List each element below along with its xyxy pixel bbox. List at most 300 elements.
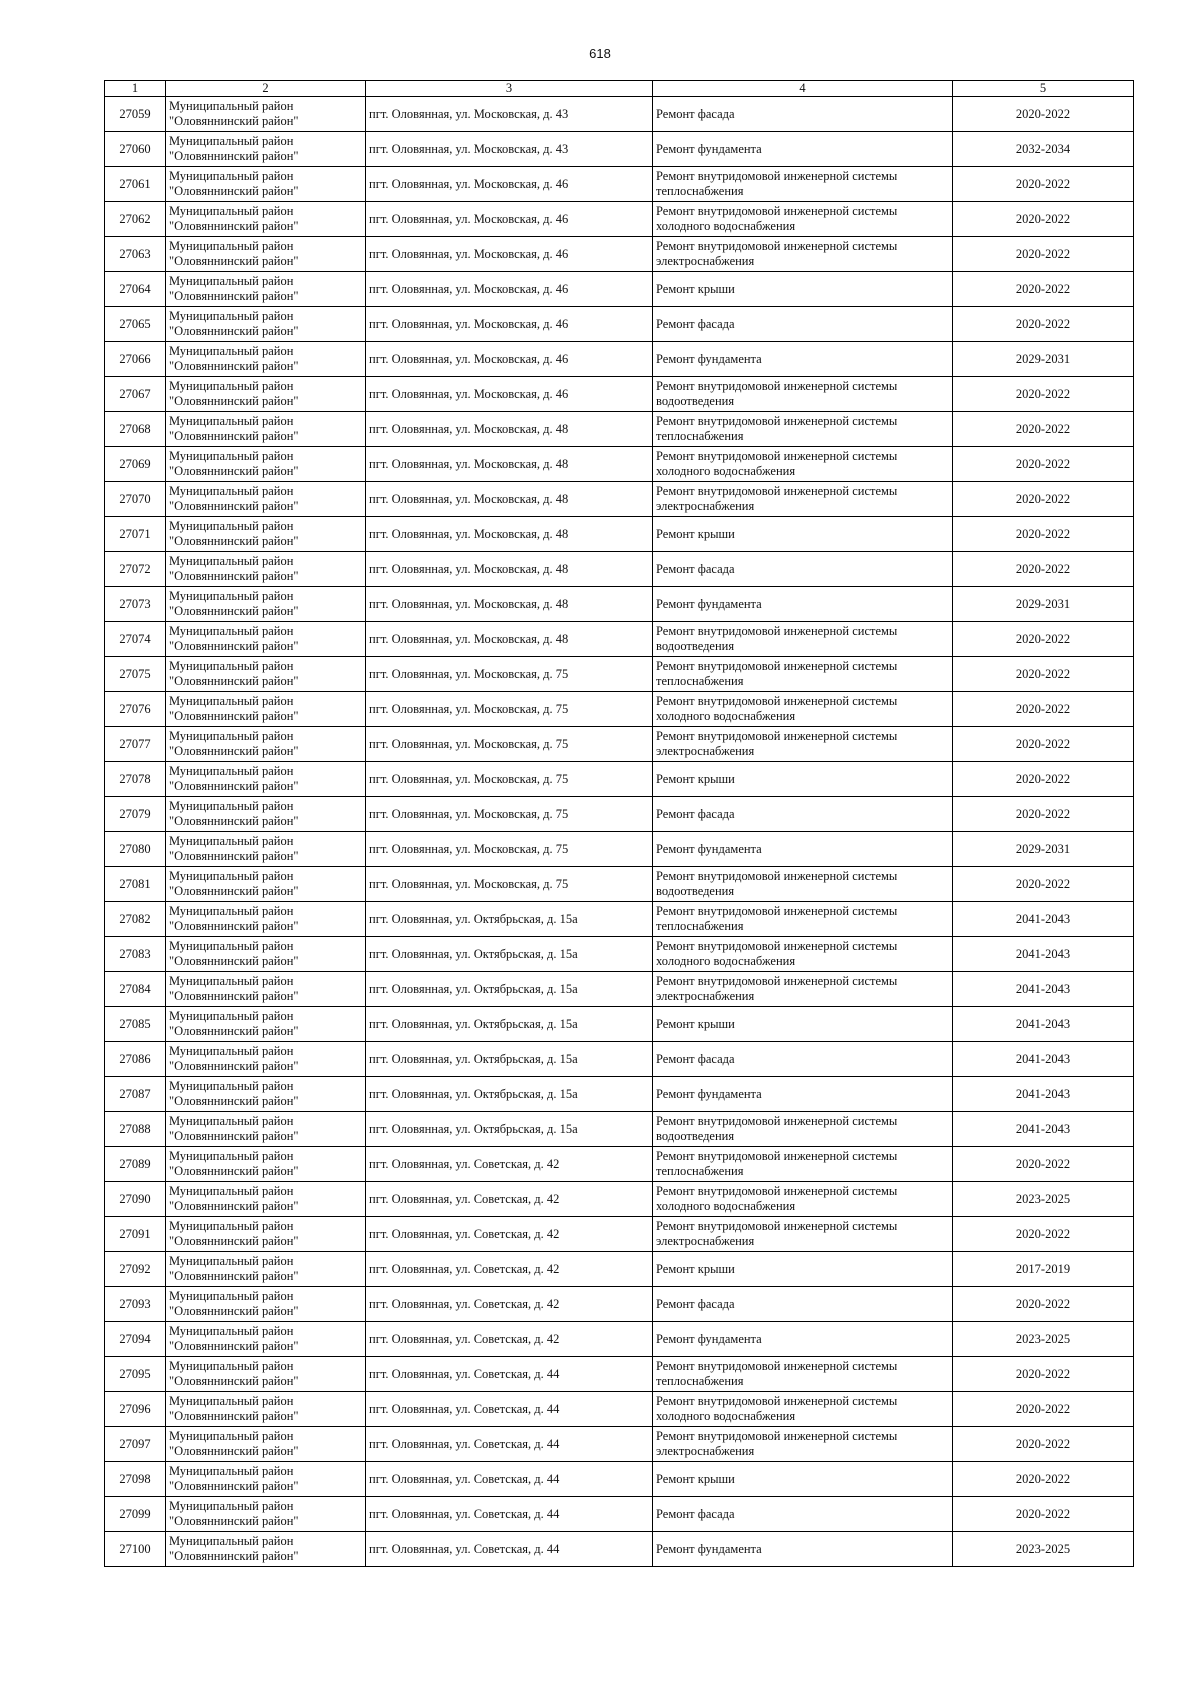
address-cell: пгт. Оловянная, ул. Советская, д. 42 [366,1217,653,1252]
row-number: 27078 [105,762,166,797]
district-line: Муниципальный район [169,554,294,568]
district-line: Муниципальный район [169,764,294,778]
work-type-cell [653,1497,953,1532]
table-row [105,1147,1134,1182]
capital-repair-table [104,80,1134,1567]
period-cell: 2029-2031 [953,342,1134,377]
period-cell: 2020-2022 [953,517,1134,552]
district-cell [166,1357,366,1392]
work-type-line: Ремонт крыши [656,1016,735,1031]
work-type-line: Ремонт фасада [656,1296,735,1311]
row-number: 27060 [105,132,166,167]
work-type-cell [653,902,953,937]
district-line: "Оловяннинский район" [169,814,299,828]
work-type-line: Ремонт крыши [656,1471,735,1486]
table-row [105,272,1134,307]
work-type-line: Ремонт внутридомовой инженерной системы [656,449,898,463]
work-type-line: водоотведения [656,394,735,408]
header-row [105,81,1134,97]
work-type-cell [653,622,953,657]
district-line: Муниципальный район [169,519,294,533]
district-line: "Оловяннинский район" [169,534,299,548]
work-type-line: Ремонт внутридомовой инженерной системы [656,169,898,183]
district-line: Муниципальный район [169,1009,294,1023]
district-cell [166,447,366,482]
district-cell [166,1497,366,1532]
district-cell [166,937,366,972]
period-cell: 2020-2022 [953,727,1134,762]
district-line: "Оловяннинский район" [169,604,299,618]
work-type-line: Ремонт внутридомовой инженерной системы [656,904,898,918]
period-cell: 2020-2022 [953,1217,1134,1252]
table-row [105,482,1134,517]
table-row [105,97,1134,132]
address-cell: пгт. Оловянная, ул. Московская, д. 46 [366,377,653,412]
work-type-line: холодного водоснабжения [656,1199,796,1213]
district-line: Муниципальный район [169,1534,294,1548]
work-type-cell [653,272,953,307]
district-line: "Оловяннинский район" [169,499,299,513]
row-number: 27088 [105,1112,166,1147]
district-line: Муниципальный район [169,1219,294,1233]
table-row [105,1007,1134,1042]
row-number: 27077 [105,727,166,762]
address-cell: пгт. Оловянная, ул. Московская, д. 46 [366,202,653,237]
work-type-line: Ремонт фасада [656,806,735,821]
district-line: "Оловяннинский район" [169,359,299,373]
table-row [105,587,1134,622]
table-row [105,202,1134,237]
district-line: "Оловяннинский район" [169,219,299,233]
district-line: "Оловяннинский район" [169,989,299,1003]
period-cell: 2023-2025 [953,1322,1134,1357]
work-type-line: теплоснабжения [656,1374,744,1388]
row-number: 27072 [105,552,166,587]
district-cell [166,1392,366,1427]
work-type-cell [653,727,953,762]
work-type-cell [653,237,953,272]
district-line: Муниципальный район [169,1394,294,1408]
period-cell: 2041-2043 [953,1007,1134,1042]
work-type-cell [653,552,953,587]
work-type-cell [653,1357,953,1392]
district-line: Муниципальный район [169,974,294,988]
work-type-line: Ремонт фасада [656,106,735,121]
district-line: Муниципальный район [169,939,294,953]
address-cell: пгт. Оловянная, ул. Московская, д. 43 [366,97,653,132]
work-type-line: водоотведения [656,1129,735,1143]
district-line: "Оловяннинский район" [169,884,299,898]
district-cell [166,377,366,412]
work-type-line: Ремонт внутридомовой инженерной системы [656,1359,898,1373]
district-line: "Оловяннинский район" [169,744,299,758]
row-number: 27067 [105,377,166,412]
period-cell: 2020-2022 [953,482,1134,517]
work-type-line: Ремонт фундамента [656,596,762,611]
row-number: 27070 [105,482,166,517]
district-line: "Оловяннинский район" [169,919,299,933]
work-type-line: Ремонт внутридомовой инженерной системы [656,624,898,638]
work-type-cell [653,797,953,832]
work-type-line: Ремонт внутридомовой инженерной системы [656,1219,898,1233]
row-number: 27093 [105,1287,166,1322]
district-line: Муниципальный район [169,414,294,428]
address-cell: пгт. Оловянная, ул. Московская, д. 46 [366,342,653,377]
column-header: 5 [953,81,1134,97]
row-number: 27084 [105,972,166,1007]
period-cell: 2017-2019 [953,1252,1134,1287]
work-type-cell [653,1532,953,1567]
work-type-line: Ремонт крыши [656,526,735,541]
table-row [105,867,1134,902]
table-row [105,1112,1134,1147]
period-cell: 2041-2043 [953,1077,1134,1112]
work-type-cell [653,377,953,412]
work-type-cell [653,97,953,132]
work-type-line: теплоснабжения [656,919,744,933]
district-cell [166,1427,366,1462]
work-type-line: Ремонт фундамента [656,1541,762,1556]
address-cell: пгт. Оловянная, ул. Советская, д. 44 [366,1392,653,1427]
period-cell: 2020-2022 [953,797,1134,832]
row-number: 27095 [105,1357,166,1392]
district-cell [166,342,366,377]
work-type-cell [653,412,953,447]
period-cell: 2020-2022 [953,447,1134,482]
work-type-cell [653,132,953,167]
address-cell: пгт. Оловянная, ул. Советская, д. 44 [366,1462,653,1497]
district-line: "Оловяннинский район" [169,709,299,723]
row-number: 27092 [105,1252,166,1287]
district-line: "Оловяннинский район" [169,1409,299,1423]
row-number: 27063 [105,237,166,272]
row-number: 27074 [105,622,166,657]
period-cell: 2029-2031 [953,832,1134,867]
work-type-cell [653,517,953,552]
district-line: Муниципальный район [169,99,294,113]
period-cell: 2020-2022 [953,762,1134,797]
table-row [105,1322,1134,1357]
work-type-cell [653,1252,953,1287]
work-type-cell [653,1112,953,1147]
address-cell: пгт. Оловянная, ул. Октябрьская, д. 15а [366,902,653,937]
district-cell [166,727,366,762]
district-cell [166,552,366,587]
row-number: 27082 [105,902,166,937]
address-cell: пгт. Оловянная, ул. Московская, д. 48 [366,447,653,482]
district-line: Муниципальный район [169,1079,294,1093]
district-cell [166,972,366,1007]
district-line: Муниципальный район [169,1499,294,1513]
district-line: "Оловяннинский район" [169,1514,299,1528]
work-type-cell [653,1042,953,1077]
work-type-line: Ремонт фундамента [656,1331,762,1346]
address-cell: пгт. Оловянная, ул. Московская, д. 46 [366,272,653,307]
work-type-line: Ремонт внутридомовой инженерной системы [656,1394,898,1408]
address-cell: пгт. Оловянная, ул. Московская, д. 48 [366,517,653,552]
column-header: 1 [105,81,166,97]
column-header: 4 [653,81,953,97]
work-type-line: Ремонт внутридомовой инженерной системы [656,729,898,743]
row-number: 27081 [105,867,166,902]
district-cell [166,587,366,622]
table-row [105,762,1134,797]
work-type-line: Ремонт внутридомовой инженерной системы [656,204,898,218]
work-type-line: холодного водоснабжения [656,709,796,723]
address-cell: пгт. Оловянная, ул. Советская, д. 44 [366,1427,653,1462]
district-cell [166,1532,366,1567]
district-line: Муниципальный район [169,1044,294,1058]
table-row [105,1392,1134,1427]
district-line: Муниципальный район [169,274,294,288]
address-cell: пгт. Оловянная, ул. Московская, д. 48 [366,412,653,447]
table-row [105,412,1134,447]
district-line: Муниципальный район [169,309,294,323]
district-line: Муниципальный район [169,1254,294,1268]
district-cell [166,1077,366,1112]
table-row [105,1217,1134,1252]
district-cell [166,797,366,832]
district-line: Муниципальный район [169,799,294,813]
work-type-line: Ремонт внутридомовой инженерной системы [656,974,898,988]
district-cell [166,237,366,272]
period-cell: 2020-2022 [953,237,1134,272]
district-line: "Оловяннинский район" [169,849,299,863]
work-type-line: Ремонт фундамента [656,141,762,156]
district-line: "Оловяннинский район" [169,674,299,688]
district-line: Муниципальный район [169,1429,294,1443]
district-cell [166,202,366,237]
district-line: Муниципальный район [169,904,294,918]
work-type-cell [653,692,953,727]
row-number: 27091 [105,1217,166,1252]
period-cell: 2023-2025 [953,1182,1134,1217]
work-type-line: электроснабжения [656,1234,755,1248]
district-line: "Оловяннинский район" [169,1339,299,1353]
table-row [105,307,1134,342]
work-type-cell [653,1147,953,1182]
district-line: "Оловяннинский район" [169,1444,299,1458]
period-cell: 2020-2022 [953,1147,1134,1182]
district-line: Муниципальный район [169,834,294,848]
work-type-line: Ремонт фасада [656,1506,735,1521]
table-row [105,447,1134,482]
period-cell: 2020-2022 [953,622,1134,657]
district-line: "Оловяннинский район" [169,114,299,128]
district-line: Муниципальный район [169,1184,294,1198]
district-line: "Оловяннинский район" [169,1234,299,1248]
work-type-line: Ремонт внутридомовой инженерной системы [656,869,898,883]
district-line: Муниципальный район [169,729,294,743]
work-type-line: Ремонт крыши [656,1261,735,1276]
period-cell: 2020-2022 [953,1392,1134,1427]
district-cell [166,517,366,552]
address-cell: пгт. Оловянная, ул. Московская, д. 48 [366,587,653,622]
work-type-line: Ремонт внутридомовой инженерной системы [656,379,898,393]
work-type-cell [653,1077,953,1112]
district-line: Муниципальный район [169,589,294,603]
row-number: 27071 [105,517,166,552]
table-row [105,797,1134,832]
district-cell [166,1462,366,1497]
row-number: 27079 [105,797,166,832]
work-type-cell [653,1322,953,1357]
table-row [105,517,1134,552]
district-line: Муниципальный район [169,204,294,218]
table-row [105,1357,1134,1392]
period-cell: 2020-2022 [953,272,1134,307]
period-cell: 2041-2043 [953,1112,1134,1147]
row-number: 27100 [105,1532,166,1567]
work-type-line: теплоснабжения [656,184,744,198]
work-type-cell [653,1007,953,1042]
district-cell [166,1287,366,1322]
district-line: Муниципальный район [169,1289,294,1303]
address-cell: пгт. Оловянная, ул. Октябрьская, д. 15а [366,972,653,1007]
work-type-cell [653,762,953,797]
work-type-cell [653,482,953,517]
address-cell: пгт. Оловянная, ул. Советская, д. 42 [366,1287,653,1322]
work-type-line: Ремонт внутридомовой инженерной системы [656,414,898,428]
row-number: 27076 [105,692,166,727]
table-body [105,97,1134,1567]
work-type-cell [653,202,953,237]
address-cell: пгт. Оловянная, ул. Советская, д. 42 [366,1322,653,1357]
period-cell: 2020-2022 [953,97,1134,132]
address-cell: пгт. Оловянная, ул. Московская, д. 75 [366,692,653,727]
table-row [105,237,1134,272]
district-cell [166,622,366,657]
work-type-line: Ремонт внутридомовой инженерной системы [656,939,898,953]
district-line: "Оловяннинский район" [169,1374,299,1388]
work-type-cell [653,1287,953,1322]
address-cell: пгт. Оловянная, ул. Советская, д. 44 [366,1532,653,1567]
work-type-line: холодного водоснабжения [656,464,796,478]
period-cell: 2032-2034 [953,132,1134,167]
work-type-line: водоотведения [656,639,735,653]
work-type-line: Ремонт внутридомовой инженерной системы [656,659,898,673]
period-cell: 2020-2022 [953,412,1134,447]
address-cell: пгт. Оловянная, ул. Советская, д. 42 [366,1147,653,1182]
work-type-line: Ремонт внутридомовой инженерной системы [656,1429,898,1443]
district-cell [166,832,366,867]
district-line: Муниципальный район [169,1359,294,1373]
period-cell: 2020-2022 [953,692,1134,727]
district-cell [166,1112,366,1147]
work-type-cell [653,447,953,482]
work-type-line: Ремонт фасада [656,1051,735,1066]
district-cell [166,1007,366,1042]
district-line: "Оловяннинский район" [169,1549,299,1563]
table-row [105,692,1134,727]
row-number: 27083 [105,937,166,972]
row-number: 27085 [105,1007,166,1042]
period-cell: 2041-2043 [953,972,1134,1007]
work-type-cell [653,1462,953,1497]
row-number: 27066 [105,342,166,377]
district-line: Муниципальный район [169,484,294,498]
work-type-line: Ремонт внутридомовой инженерной системы [656,1184,898,1198]
row-number: 27096 [105,1392,166,1427]
address-cell: пгт. Оловянная, ул. Московская, д. 75 [366,832,653,867]
address-cell: пгт. Оловянная, ул. Московская, д. 75 [366,727,653,762]
work-type-line: Ремонт фундамента [656,351,762,366]
district-line: "Оловяннинский район" [169,1024,299,1038]
work-type-line: холодного водоснабжения [656,219,796,233]
period-cell: 2029-2031 [953,587,1134,622]
table-row [105,377,1134,412]
work-type-line: теплоснабжения [656,429,744,443]
work-type-cell [653,937,953,972]
row-number: 27068 [105,412,166,447]
work-type-line: теплоснабжения [656,674,744,688]
row-number: 27094 [105,1322,166,1357]
period-cell: 2041-2043 [953,937,1134,972]
period-cell: 2023-2025 [953,1532,1134,1567]
district-line: Муниципальный район [169,1149,294,1163]
district-cell [166,1252,366,1287]
work-type-cell [653,307,953,342]
address-cell: пгт. Оловянная, ул. Московская, д. 46 [366,307,653,342]
address-cell: пгт. Оловянная, ул. Советская, д. 44 [366,1357,653,1392]
district-line: "Оловяннинский район" [169,1479,299,1493]
work-type-line: электроснабжения [656,989,755,1003]
work-type-cell [653,657,953,692]
work-type-line: Ремонт крыши [656,281,735,296]
address-cell: пгт. Оловянная, ул. Октябрьская, д. 15а [366,937,653,972]
table-row [105,1252,1134,1287]
table-row [105,1532,1134,1567]
address-cell: пгт. Оловянная, ул. Московская, д. 75 [366,867,653,902]
district-line: "Оловяннинский район" [169,779,299,793]
table-row [105,1462,1134,1497]
district-line: "Оловяннинский район" [169,1269,299,1283]
work-type-line: электроснабжения [656,1444,755,1458]
period-cell: 2020-2022 [953,552,1134,587]
work-type-cell [653,1392,953,1427]
period-cell: 2020-2022 [953,1427,1134,1462]
address-cell: пгт. Оловянная, ул. Московская, д. 46 [366,237,653,272]
address-cell: пгт. Оловянная, ул. Советская, д. 42 [366,1182,653,1217]
district-line: "Оловяннинский район" [169,1164,299,1178]
district-cell [166,272,366,307]
district-line: "Оловяннинский район" [169,254,299,268]
district-line: "Оловяннинский район" [169,429,299,443]
work-type-line: Ремонт внутридомовой инженерной системы [656,1114,898,1128]
table-row [105,832,1134,867]
work-type-line: электроснабжения [656,499,755,513]
work-type-cell [653,342,953,377]
district-cell [166,692,366,727]
address-cell: пгт. Оловянная, ул. Советская, д. 42 [366,1252,653,1287]
district-line: Муниципальный район [169,169,294,183]
district-line: "Оловяннинский район" [169,1304,299,1318]
row-number: 27069 [105,447,166,482]
column-header: 3 [366,81,653,97]
table-row [105,342,1134,377]
district-line: Муниципальный район [169,134,294,148]
work-type-cell [653,832,953,867]
period-cell: 2020-2022 [953,1462,1134,1497]
work-type-cell [653,587,953,622]
address-cell: пгт. Оловянная, ул. Московская, д. 75 [366,797,653,832]
work-type-line: водоотведения [656,884,735,898]
period-cell: 2020-2022 [953,1497,1134,1532]
address-cell: пгт. Оловянная, ул. Московская, д. 48 [366,552,653,587]
work-type-line: Ремонт внутридомовой инженерной системы [656,694,898,708]
work-type-cell [653,1427,953,1462]
district-line: Муниципальный район [169,449,294,463]
